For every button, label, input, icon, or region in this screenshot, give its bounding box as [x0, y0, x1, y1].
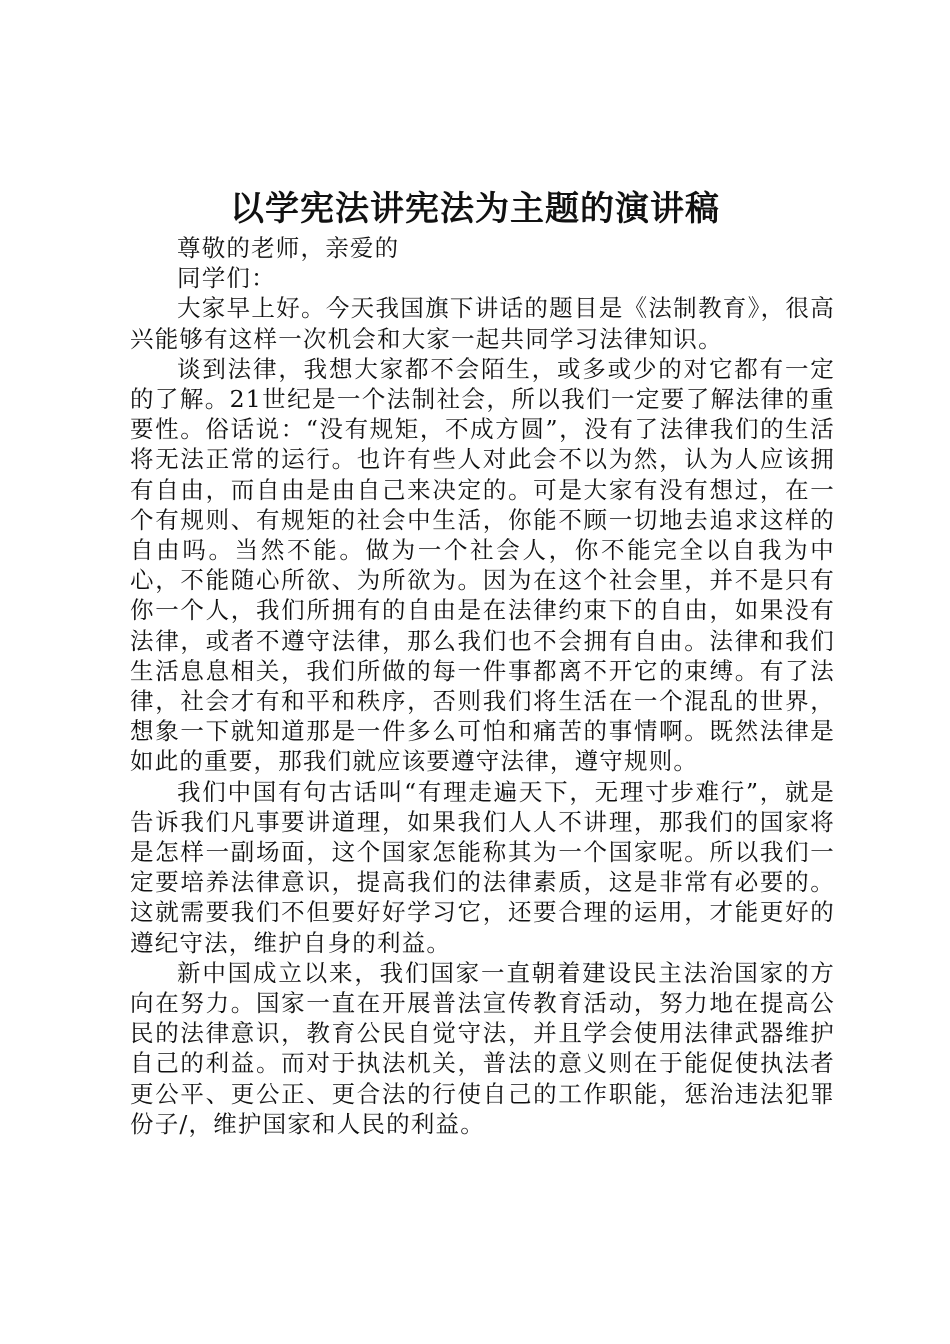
body-paragraph-1: 大家早上好。今天我国旗下讲话的题目是《法制教育》，很高兴能够有这样一次机会和大家一起共同学习法律知识。 [130, 294, 835, 353]
body-paragraph-2: 谈到法律，我想大家都不会陌生，或多或少的对它都有一定的了解。21世纪是一个法制社会，所以我们一定要了解法律的重要性。俗话说：“没有规矩，不成方圆”，没有了法律我们的生活将无法正常的运行。也许有些人对此会不以为然，认为人应该拥有自由，而自由是由自己来决定的。可是大家有没有想过，在一个有规则、有规矩的社会中生活，你能不顾一切地去追求这样的自由吗。当然不能。做为一个社会人，你不能完全以自我为中心，不能随心所欲、为所欲为。因为在这个社会里，并不是只有你一个人，我们所拥有的自由是在法律约束下的自由，如果没有法律，或者不遵守法律，那么我们也不会拥有自由。法律和我们生活息息相关，我们所做的每一件事都离不开它的束缚。有了法律，社会才有和平和秩序，否则我们将生活在一个混乱的世界，想象一下就知道那是一件多么可怕和痛苦的事情啊。既然法律是如此的重要，那我们就应该要遵守法律，遵守规则。 [130, 354, 835, 776]
salutation-line-1: 尊敬的老师，亲爱的 [177, 234, 400, 262]
document-body [130, 233, 835, 1139]
body-paragraph-3: 我们中国有句古话叫“有理走遍天下，无理寸步难行”，就是告诉我们凡事要讲道理，如果我们人人不讲理，那我们的国家将是怎样一副场面，这个国家怎能称其为一个国家呢。所以我们一定要培养法律意识，提高我们的法律素质，这是非常有必要的。这就需要我们不但要好好学习它，还要合理的运用，才能更好的遵纪守法，维护自身的利益。 [130, 777, 835, 957]
body-paragraph-4: 新中国成立以来，我们国家一直朝着建设民主法治国家的方向在努力。国家一直在开展普法宣传教育活动，努力地在提高公民的法律意识，教育公民自觉守法，并且学会使用法律武器维护自己的利益。而对于执法机关，普法的意义则在于能促使执法者更公平、更公正、更合法的行使自己的工作职能，惩治违法犯罪份子/，维护国家和人民的利益。 [130, 958, 835, 1138]
salutation-line-2: 同学们： [177, 264, 276, 293]
document-title: 以学宪法讲宪法为主题的演讲稿 [230, 189, 720, 229]
